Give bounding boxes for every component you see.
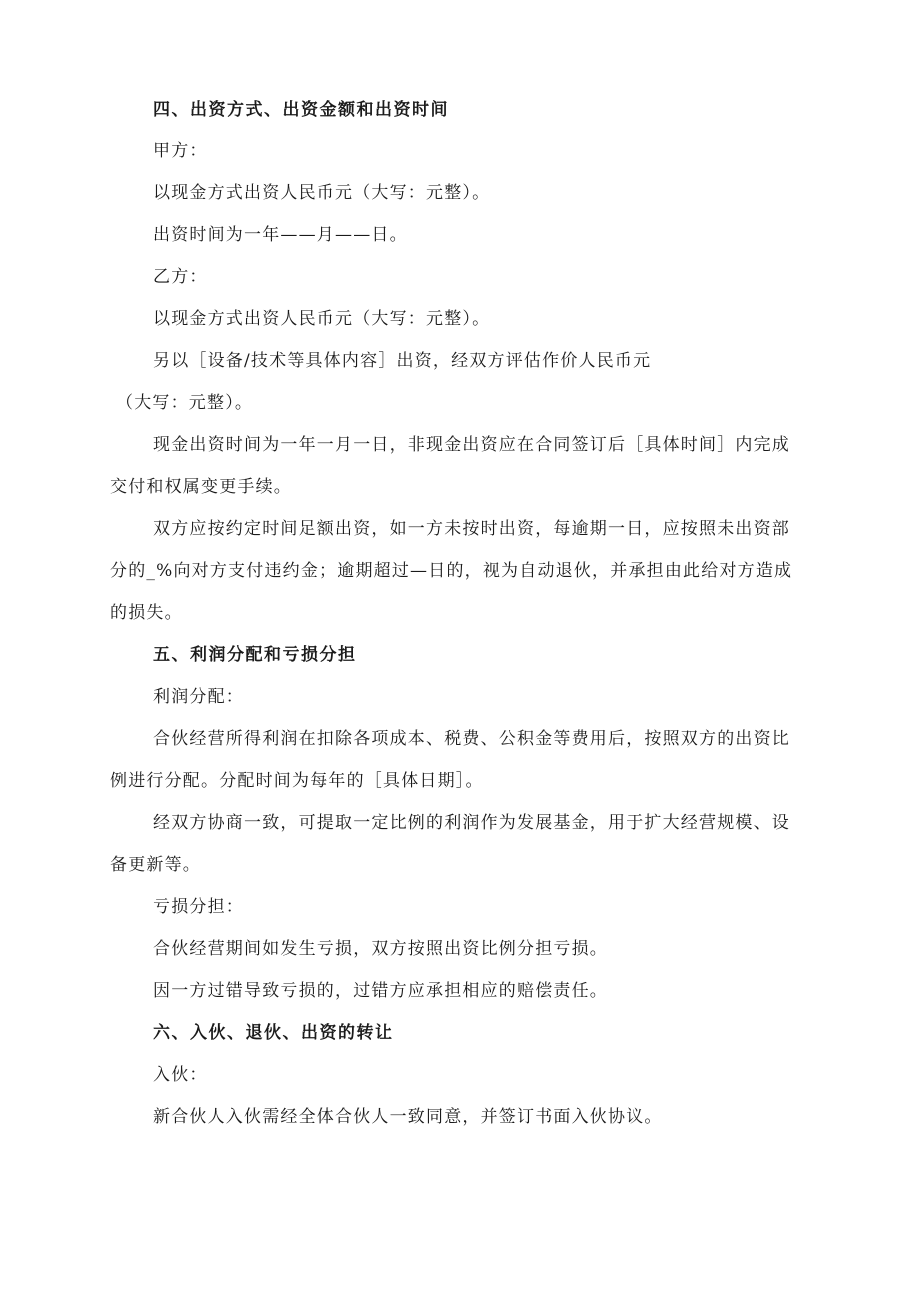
paragraph-line: 新合伙人入伙需经全体合伙人一致同意，并签订书面入伙协议。 <box>153 1107 663 1127</box>
section-heading: 六、入伙、退伙、出资的转让 <box>153 1023 394 1043</box>
paragraph-line: 备更新等。 <box>110 855 201 875</box>
section-heading: 四、出资方式、出资金额和出资时间 <box>153 100 449 120</box>
paragraph-line: 出资时间为一年——月——日。 <box>153 225 408 245</box>
paragraph-line: 交付和权属变更手续。 <box>110 477 292 497</box>
paragraph-line: 合伙经营期间如发生亏损，双方按照出资比例分担亏损。 <box>153 939 608 959</box>
paragraph-line: 双方应按约定时间足额出资，如一方未按时出资，每逾期一日，应按照未出资部 <box>153 519 790 539</box>
paragraph-line: 另以［设备/技术等具体内容］出资，经双方评估作价人民币元 <box>153 351 652 371</box>
paragraph-line: 例进行分配。分配时间为每年的［具体日期］。 <box>110 771 484 791</box>
paragraph-line: 经双方协商一致，可提取一定比例的利润作为发展基金，用于扩大经营规模、设 <box>153 813 790 833</box>
paragraph-line: 因一方过错导致亏损的，过错方应承担相应的赔偿责任。 <box>153 981 608 1001</box>
paragraph-line: 的损失。 <box>110 603 183 623</box>
paragraph-line: 以现金方式出资人民币元（大写：元整）。 <box>153 183 491 203</box>
paragraph-line: 以现金方式出资人民币元（大写：元整）。 <box>153 309 491 329</box>
loss-label: 亏损分担： <box>153 897 244 917</box>
join-label: 入伙： <box>153 1065 208 1085</box>
paragraph-line: 现金出资时间为一年一月一日，非现金出资应在合同签订后［具体时间］内完成 <box>153 435 790 455</box>
party-a-label: 甲方： <box>153 141 208 161</box>
profit-label: 利润分配： <box>153 687 244 707</box>
party-b-label: 乙方： <box>153 267 208 287</box>
paragraph-line: （大写：元整）。 <box>116 393 254 413</box>
paragraph-line: 分的_%向对方支付违约金；逾期超过—日的，视为自动退伙，并承担由此给对方造成 <box>110 561 793 581</box>
paragraph-line: 合伙经营所得利润在扣除各项成本、税费、公积金等费用后，按照双方的出资比 <box>153 729 790 749</box>
section-heading: 五、利润分配和亏损分担 <box>153 645 357 665</box>
